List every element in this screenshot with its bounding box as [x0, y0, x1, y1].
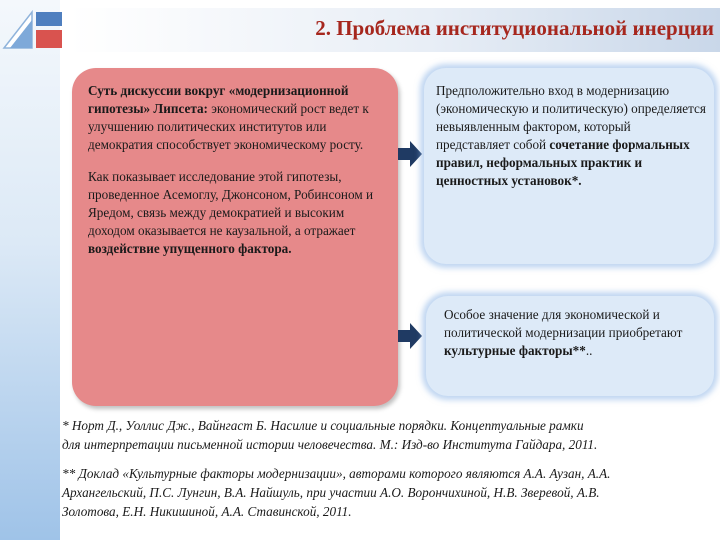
footnote-1-line-2: для интерпретации письменной истории человечества. М.: Изд-во Института Гайдара, 2011. [62, 437, 598, 452]
right-bottom-box [426, 296, 714, 396]
page-title: 2. Проблема институциональной инерции [315, 16, 714, 40]
left-decorative-stripe [0, 0, 60, 540]
right-bottom-text: Особое значение для экономической и политической модернизации приобретают [444, 307, 683, 340]
left-paragraph-1-bold: Суть дискуссии вокруг «модернизационной гипотезы» Липсета: [88, 83, 349, 116]
footnote-2-line-2: Архангельский, П.С. Лунгин, В.А. Найшуль, при участии А.О. Ворончихиной, Н.В. Зверевой, А.В. [62, 485, 600, 500]
arrow-right-icon [398, 139, 422, 169]
right-top-box [424, 68, 714, 264]
right-top-paragraph [436, 82, 706, 190]
left-paragraph-1-text: экономический рост ведет к улучшению политических институтов или демократия способствует экономическому росту. [88, 101, 369, 152]
footnotes [62, 416, 720, 521]
footnote-1-line-1: * Норт Д., Уоллис Дж., Вайнгаст Б. Насилие и социальные порядки. Концептуальные рамки [62, 418, 584, 433]
footnote-2 [62, 464, 720, 521]
logo-icon [2, 6, 64, 52]
left-paragraph-2-text: Как показывает исследование этой гипотезы, проведенное Асемоглу, Джонсоном, Робинсоном и Яредом, связь между демократией и высоким доходом оказывается не каузальной, а отражает [88, 169, 374, 238]
left-content-box [72, 68, 398, 406]
footnote-1 [62, 416, 720, 454]
footnote-2-line-1: ** Доклад «Культурные факторы модернизации», авторами которого являются А.А. Аузан, А.А. [62, 466, 611, 481]
right-bottom-bold: культурные факторы** [444, 343, 586, 358]
footnote-2-line-3: Золотова, Е.Н. Никишиной, А.А. Ставинской, 2011. [62, 504, 352, 519]
left-paragraph-1 [88, 82, 390, 154]
right-top-bold: сочетание формальных правил, неформальных практик и ценностных установок*. [436, 137, 690, 188]
left-paragraph-2 [88, 168, 390, 258]
right-top-text: Предположительно вход в модернизацию (экономическую и политическую) определяется невыявленным фактором, который представляет собой [436, 83, 706, 152]
arrow-right-icon [398, 321, 422, 351]
right-bottom-tail: .. [585, 343, 593, 358]
right-bottom-paragraph [444, 306, 708, 360]
left-paragraph-2-bold: воздействие упущенного фактора. [88, 241, 292, 256]
